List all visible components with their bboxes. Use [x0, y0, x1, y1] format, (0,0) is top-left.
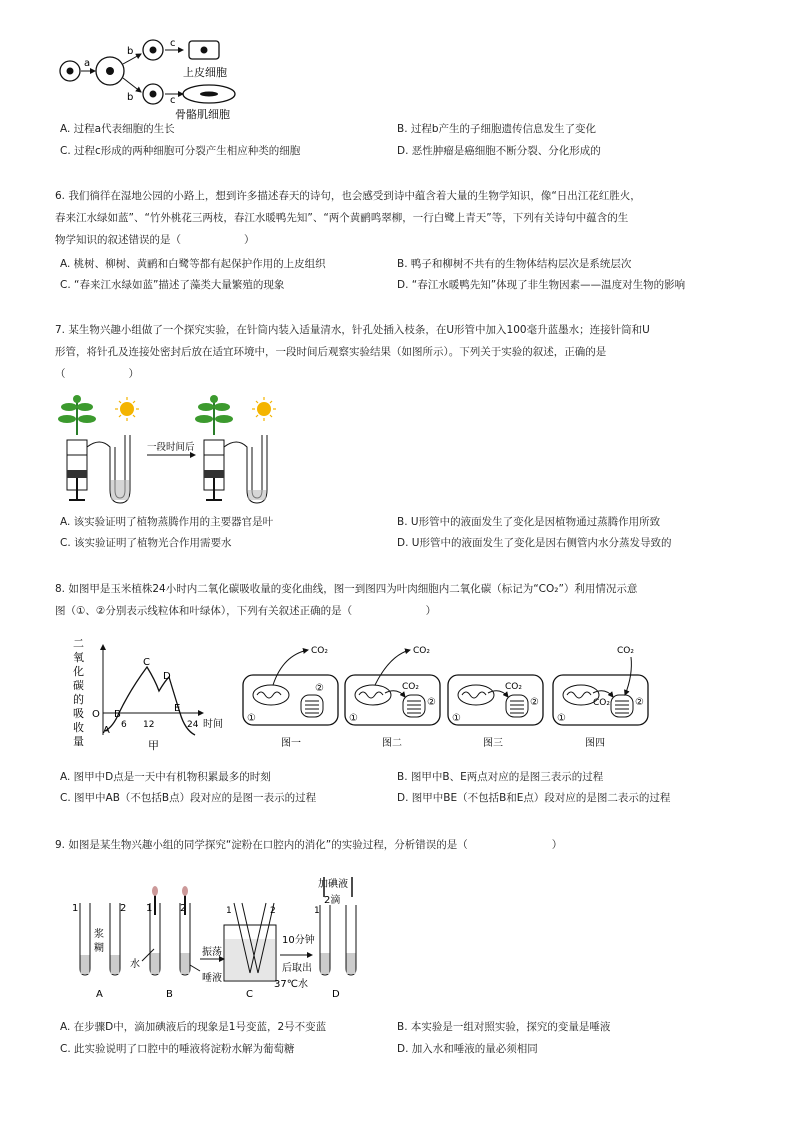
process-c-label-2: c — [170, 95, 176, 106]
process-c-label-1: c — [170, 38, 176, 49]
svg-text:1: 1 — [72, 903, 79, 914]
svg-text:后取出: 后取出 — [282, 963, 312, 974]
q9-option-d: D. 加入水和唾液的量必须相同 — [397, 1043, 538, 1055]
q7-line-3: （ ） — [55, 368, 139, 380]
q8-option-d: D. 图甲中BE（不包括B和E点）段对应的是图二表示的过程 — [397, 792, 671, 804]
svg-text:2: 2 — [270, 906, 276, 916]
figure-4-label: 图四 — [585, 738, 605, 749]
q8-stem — [55, 578, 775, 622]
svg-text:水: 水 — [130, 959, 140, 970]
svg-text:CO₂: CO₂ — [311, 646, 328, 656]
svg-text:碳: 碳 — [73, 679, 84, 692]
svg-text:2: 2 — [120, 903, 127, 914]
co2-figure — [55, 635, 735, 760]
figure-1-label: 图一 — [281, 738, 301, 749]
q7-option-d: D. U形管中的液面发生了变化是因右侧管内水分蒸发导致的 — [397, 537, 672, 549]
svg-text:2滴: 2滴 — [324, 895, 341, 906]
svg-text:①: ① — [349, 713, 358, 724]
svg-text:C: C — [143, 657, 150, 668]
svg-text:加碘液: 加碘液 — [318, 879, 348, 890]
svg-text:CO₂: CO₂ — [402, 682, 419, 692]
q5-option-b: B. 过程b产生的子细胞遗传信息发生了变化 — [397, 123, 597, 135]
apparatus-before — [58, 395, 139, 503]
svg-text:O: O — [92, 709, 100, 720]
svg-text:的: 的 — [73, 693, 84, 706]
svg-text:②: ② — [315, 683, 324, 694]
cell-diagram-1 — [243, 646, 338, 725]
figure-3-label: 图三 — [483, 738, 503, 749]
svg-text:糊: 糊 — [94, 943, 104, 954]
svg-text:化: 化 — [73, 665, 84, 678]
svg-text:A: A — [96, 989, 103, 1000]
svg-text:1: 1 — [226, 906, 232, 916]
svg-text:甲: 甲 — [148, 739, 159, 752]
svg-text:CO₂: CO₂ — [413, 646, 430, 656]
svg-text:1: 1 — [314, 906, 320, 916]
time-arrow-label: 一段时间后 — [147, 442, 195, 453]
cell-diagram-2 — [345, 646, 440, 725]
q5-option-a: A. 过程a代表细胞的生长 — [60, 123, 175, 135]
svg-text:1: 1 — [146, 903, 153, 914]
step-a — [72, 903, 126, 1000]
step-c — [190, 903, 276, 1000]
q9-stem: 9. 如图是某生物兴趣小组的同学探究“淀粉在口腔内的消化”的实验过程，分析错误的是（ ） — [55, 839, 563, 851]
q6-line-2: 春来江水绿如蓝”、“竹外桃花三两枝，春江水暖鸭先知”、“两个黄鹂鸣翠柳，一行白鹭上青天”等，下列有关诗句中蕴含的生 — [55, 212, 629, 224]
svg-text:24: 24 — [187, 720, 199, 730]
q7-stem — [55, 319, 775, 385]
svg-text:CO₂: CO₂ — [593, 698, 610, 708]
q8-line-2: 图（①、②分别表示线粒体和叶绿体），下列有关叙述正确的是（ ） — [55, 605, 437, 617]
svg-text:量: 量 — [73, 735, 84, 748]
q6-option-a: A. 桃树、柳树、黄鹂和白鹭等都有起保护作用的上皮组织 — [60, 258, 326, 270]
svg-text:②: ② — [427, 697, 436, 708]
process-b-label-1: b — [127, 46, 134, 57]
svg-text:时间: 时间 — [203, 719, 223, 730]
q9-option-a: A. 在步骤D中，滴加碘液后的现象是1号变蓝，2号不变蓝 — [60, 1021, 327, 1033]
svg-text:A: A — [103, 725, 110, 736]
q5-option-c: C. 过程c形成的两种细胞可分裂产生相应种类的细胞 — [60, 145, 301, 157]
svg-text:唾液: 唾液 — [202, 973, 222, 984]
q6-option-c: C. “春来江水绿如蓝”描述了藻类大量繁殖的现象 — [60, 279, 285, 291]
transpiration-figure — [55, 395, 295, 510]
q6-option-b: B. 鸭子和柳树不共有的生物体结构层次是系统层次 — [397, 258, 632, 270]
q7-option-c: C. 该实验证明了植物光合作用需要水 — [60, 537, 232, 549]
svg-text:B: B — [114, 709, 121, 720]
muscle-cell-label: 骨骼肌细胞 — [175, 108, 230, 120]
svg-text:吸: 吸 — [73, 707, 84, 720]
svg-text:①: ① — [557, 713, 566, 724]
figure-2-label: 图二 — [382, 738, 402, 749]
q7-option-a: A. 该实验证明了植物蒸腾作用的主要器官是叶 — [60, 516, 274, 528]
q9-option-c: C. 此实验说明了口腔中的唾液将淀粉水解为葡萄糖 — [60, 1043, 295, 1055]
q6-line-1: 6. 我们徜徉在湿地公园的小路上，想到许多描述春天的诗句，也会感受到诗中蕴含着大量的生物学知识，像“日出江花红胜火， — [55, 190, 641, 202]
co2-absorption-graph — [73, 637, 223, 752]
svg-text:C: C — [246, 989, 253, 1000]
svg-text:①: ① — [247, 713, 256, 724]
svg-text:收: 收 — [73, 721, 84, 734]
svg-text:振荡: 振荡 — [202, 947, 222, 958]
q7-line-1: 7. 某生物兴趣小组做了一个探究实验，在针筒内装入适量清水，针孔处插入枝条，在U形管中加入100毫升蓝墨水；连接针筒和U — [55, 324, 650, 336]
q6-line-3: 物学知识的叙述错误的是（ ） — [55, 234, 255, 246]
cell-division-figure — [55, 8, 275, 120]
epithelial-cell-label: 上皮细胞 — [183, 66, 227, 79]
svg-text:37℃水: 37℃水 — [274, 979, 308, 990]
q5-option-d: D. 恶性肿瘤是癌细胞不断分裂、分化形成的 — [397, 145, 601, 157]
svg-text:E: E — [174, 703, 181, 714]
q8-line-1: 8. 如图甲是玉米植株24小时内二氧化碳吸收量的变化曲线，图一到图四为叶肉细胞内二氧化碳（标记为“CO₂”）利用情况示意 — [55, 583, 638, 595]
svg-text:10分钟: 10分钟 — [282, 935, 315, 946]
svg-text:2: 2 — [180, 903, 187, 914]
q7-option-b: B. U形管中的液面发生了变化是因植物通过蒸腾作用所致 — [397, 516, 661, 528]
q6-option-d: D. “春江水暖鸭先知”体现了非生物因素——温度对生物的影响 — [397, 279, 686, 291]
q8-option-c: C. 图甲中AB（不包括B点）段对应的是图一表示的过程 — [60, 792, 317, 804]
q8-option-a: A. 图甲中D点是一天中有机物积累最多的时刻 — [60, 771, 271, 783]
process-a-label: a — [84, 58, 91, 69]
q7-line-2: 形管，将针孔及连接处密封后放在适宜环境中，一段时间后观察实验结果（如图所示）。下列关于实验的叙述，正确的是 — [55, 346, 607, 358]
svg-text:CO₂: CO₂ — [617, 646, 634, 656]
svg-text:浆: 浆 — [94, 929, 104, 940]
process-b-label-2: b — [127, 92, 134, 103]
q8-option-b: B. 图甲中B、E两点对应的是图三表示的过程 — [397, 771, 604, 783]
cell-diagram-3 — [448, 675, 543, 725]
step-b — [130, 886, 190, 1000]
svg-text:12: 12 — [143, 720, 155, 730]
svg-text:二: 二 — [73, 637, 84, 650]
q9-option-b: B. 本实验是一组对照实验，探究的变量是唾液 — [397, 1021, 611, 1033]
svg-text:②: ② — [635, 697, 644, 708]
svg-text:②: ② — [530, 697, 539, 708]
svg-text:CO₂: CO₂ — [505, 682, 522, 692]
svg-text:B: B — [166, 989, 173, 1000]
apparatus-after — [195, 395, 276, 503]
svg-text:D: D — [332, 989, 340, 1000]
svg-text:D: D — [163, 671, 171, 682]
step-d — [314, 877, 356, 1000]
svg-text:6: 6 — [121, 720, 127, 730]
cell-diagram-4 — [553, 646, 648, 725]
starch-digestion-figure — [62, 873, 392, 1003]
svg-text:①: ① — [452, 713, 461, 724]
svg-text:氧: 氧 — [73, 651, 84, 664]
q6-stem — [55, 185, 775, 251]
